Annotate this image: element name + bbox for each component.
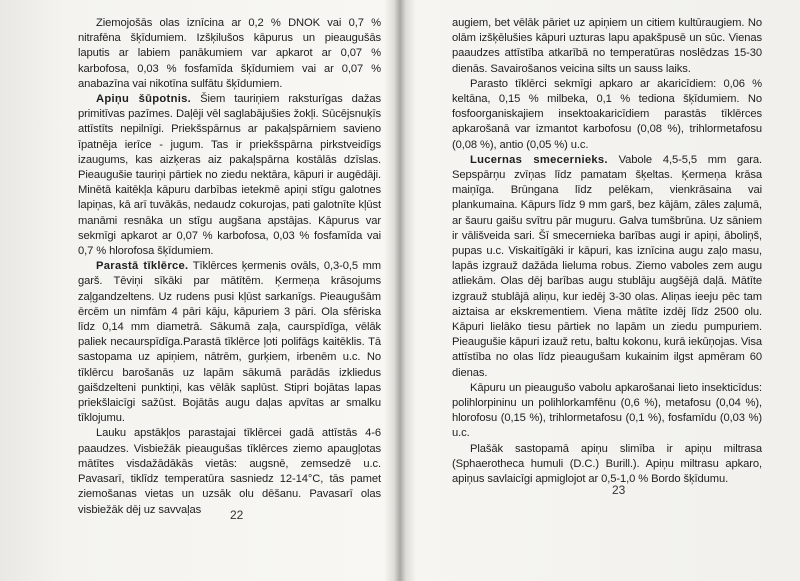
paragraph (78, 16, 381, 92)
paragraph (452, 16, 762, 77)
paragraph (452, 153, 762, 381)
paragraph (78, 92, 381, 259)
section-title-parasta-tiklerce: Parastā tīklērce. (96, 260, 189, 273)
paragraph-text: Plašāk sastopamā apiņu slimība ir apiņu miltrasa (Sphaerotheca humuli (D.C.) Burill.). Apiņu miltrasu apkaro, apiņus savlaicīgi apmiglojot ar 0,5-1,0 % Bordo šķīdumu. (452, 442, 762, 486)
paragraph-text: Vabole 4,5-5,5 mm gara. Sepspārņu zvīņas līdz pamatam šķeltas. Ķermeņa krāsa maiņīga. Brūngana līdz pelēkam, vienkrāsaina vai plankumaina. Kāpurs līdz 9 mm garš, bez kājām, zāles zaļumā, ar šauru gaišu svītru pār muguru. Galva tumšbrūna. Uz sāniem ir vālišveida sari. Šī smecernieka barības augi ir apiņi, āboliņš, pupas u.c. Viskaitīgāki ir kāpuri, kas iznīcina augu zaļo masu, lapās izgrauž dažāda lieluma robus. Ziemo vaboles zem augu atliekām. Olas dēj barības augu stublāju augšējā daļā. Mātīte izgrauž stublājā aliņu, kur iedēj 3-30 olas. Aliņas ieeju pēc tam aiztaisa ar ekskrementiem. Viena mātīte izdēj līdz 2500 olu. Kāpuri lielāko tiesu pārtiek no lapām un ziedu pumpuriem. Pieaugušie kāpuri izauž retu, baltu kokonu, kurā iekūņojas. Visa attīstība no olas līdz pieaugušam kukainim ilgst apmēram 60 dienas. (452, 153, 762, 379)
right-page-text (452, 16, 762, 487)
paragraph-text: augiem, bet vēlāk pāriet uz apiņiem un citiem kultūraugiem. No olām izšķēlušies kāpuri uzturas lapu apakšpusē un sūc. Vienas paaudzes attīstība atkarībā no temperatūras noslēdzas 15-30 dienās. Savairošanos veicina silts un sauss laiks. (452, 17, 762, 75)
section-title-apinu-supotnis: Apiņu šūpotnis. (96, 93, 192, 106)
paragraph-text: Kāpuru un pieaugušo vabolu apkarošanai lieto insekticīdus: polihlorpininu un polihlorkamfēnu (0,6 %), metafosu (0,04 %), hlorofosu (0,15 %), trihlormetafosu (0,1 %), fosfamīdu (0,03 %) u.c. (452, 381, 762, 440)
paragraph-text: Tīklērces ķermenis ovāls, 0,3-0,5 mm garš. Tēviņi sīkāki par mātītēm. Ķermeņa krāsojums zaļgandzeltens. Uz rudens pusi kļūst sarkanīgs. Pieaugušām ērcēm un nimfām 4 pāri kāju, kāpuriem 3 pāri. Ola sfēriska līdz 0,14 mm diametrā. Sākumā zaļa, caurspīdīga, vēlāk paliek necaurspīdīga.Parastā tīklērce ļoti polifāgs kaitēklis. Tā sastopama uz apiņiem, nātrēm, gurķiem, irbenēm u.c. No tīklērcu barošanās uz lapām sākumā parādās izkliedus gaišdzelteni punktiņi, kas vēlāk saplūst. Stipri bojātas lapas priekšlaicīgi sažūst. Bojātās augu daļas apvītas ar smalku tīklojumu. (78, 260, 381, 425)
right-page (400, 0, 800, 581)
paragraph (452, 77, 762, 153)
left-page-text (78, 16, 381, 518)
paragraph-text: Parasto tīklērci sekmīgi apkaro ar akaricīdiem: 0,06 % keltāna, 0,15 % milbeka, 0,1 % tediona šķīdumiem. No fosfoorganiskajiem insektoakaricīdiem parastās tīklērces apkarošanā var izmantot karbofosu (0,08 %), trihlormetafosu (0,08 %), antio (0,05 %) u.c. (452, 77, 762, 151)
paragraph (78, 259, 381, 426)
paragraph-text: Lauku apstākļos parastajai tīklērcei gadā attīstās 4-6 paaudzes. Visbiežāk pieaugušas tīklērces ziemo apaugļotas mātītes visdažādākās vietās: augsnē, zemsedzē u.c. Pavasarī, tiklīdz temperatūra sasniedz 12-14°C, tās pamet ziemošanas vietas un uzsāk olu dēšanu. Pavasarī olas visbiežāk dēj uz savvaļas (78, 427, 381, 516)
paragraph (452, 381, 762, 442)
section-title-lucernas-smecernieks: Lucernas smecernieks. (470, 153, 608, 166)
paragraph-text: Ziemojošās olas iznīcina ar 0,2 % DNOK vai 0,7 % nitrafēna šķīdumiem. Izšķilušos kāpurus un pieaugušās laputis ar labiem panākumiem var apkarot ar 0,07 % karbofosa, 0,03 % fosfamīda šķīdumiem vai ar 0,07 % anabazīna vai nikotīna sulfātu šķīdumiem. (78, 17, 381, 90)
page-number-left: 22 (230, 508, 244, 522)
paragraph (78, 426, 381, 517)
paragraph-text: Šiem tauriņiem raksturīgas dažas primitīvas pazīmes. Daļēji vēl saglabājušies žokļi. Sūcējsnuķīs attīstīts nepilnīgi. Priekšspārnus ar pakaļspārniem savieno īpatnēja ierīce - jugum. Tas ir priekšspārna pirkstveidīgs izaugums, kas aizķeras aiz pakaļspārna kostālās dzīslas. Pieaugušie tauriņi pārtiek no ziedu nektāra, kāpuri ir augēdāji. Minētā kaitēkļa kāpuru darbības ietekmē apiņi stīgu galotnes lapiņas, kā arī tuvākās, nedaudz cokurojas, pati galotnīte kļūst manāmi resnāka un stīgu augšana apstājas. Kāpurus var sekmīgi apkarot ar 0,07 % karbofosa, 0,03 % fosfamīda vai 0,7 % hlorofosa šķīdumiem. (78, 93, 381, 258)
page-number-right: 23 (612, 483, 626, 497)
paragraph (452, 442, 762, 488)
